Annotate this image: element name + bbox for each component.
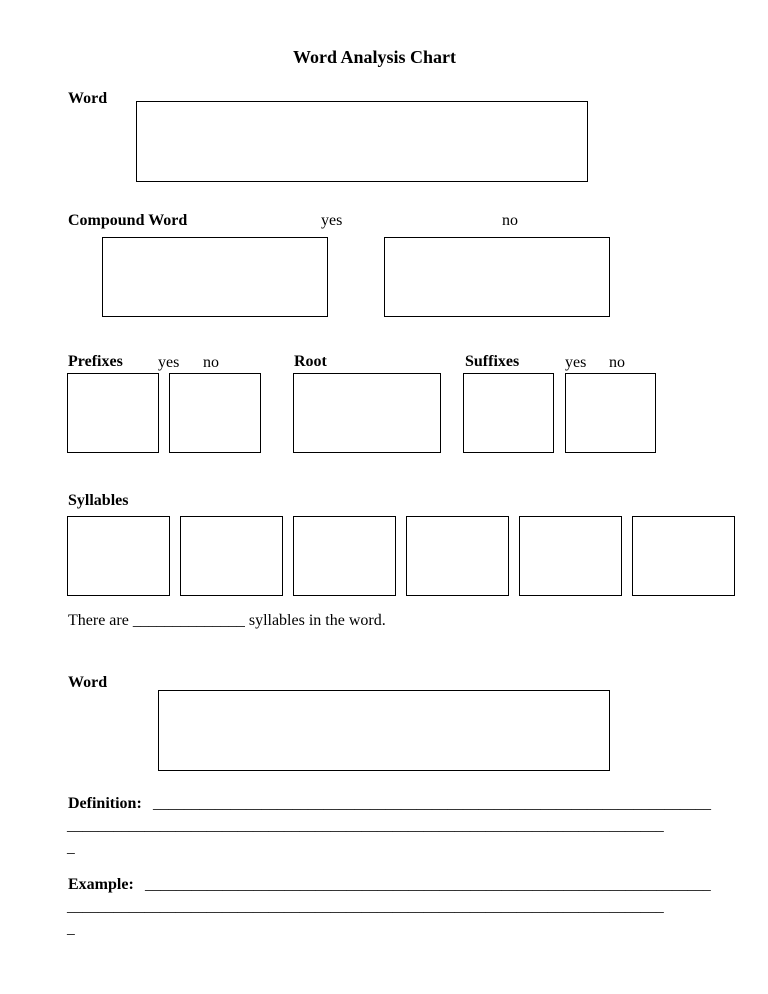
suffixes-label: Suffixes [465, 353, 520, 370]
syllable-count-sentence: There are ______________ syllables in the word. [68, 612, 386, 629]
compound-no-box[interactable] [384, 237, 610, 317]
compound-word-label: Compound Word [68, 212, 188, 229]
syllable-box-6[interactable] [632, 516, 735, 596]
syllables-label: Syllables [68, 492, 129, 509]
example-line-2[interactable]: _____________________________________________________________________________ [67, 898, 664, 915]
compound-no-label: no [502, 212, 518, 229]
example-line-3[interactable]: _ [67, 920, 75, 937]
suffixes-yes-box[interactable] [463, 373, 554, 453]
prefixes-label: Prefixes [68, 353, 123, 370]
word-box-2[interactable] [158, 690, 610, 771]
suffixes-yes-label: yes [565, 354, 587, 371]
definition-line-2[interactable]: _____________________________________________________________________________ [67, 817, 664, 834]
syllable-box-3[interactable] [293, 516, 396, 596]
word-label: Word [68, 90, 108, 107]
root-label: Root [294, 353, 327, 370]
suffixes-no-box[interactable] [565, 373, 656, 453]
suffixes-no-label: no [609, 354, 625, 371]
prefixes-yes-label: yes [158, 354, 180, 371]
syllable-box-4[interactable] [406, 516, 509, 596]
definition-label: Definition: [68, 795, 142, 812]
compound-yes-label: yes [321, 212, 343, 229]
word-label-2: Word [68, 674, 108, 691]
definition-line-1[interactable]: ________________________________________________________________________ [153, 795, 711, 812]
root-box[interactable] [293, 373, 441, 453]
definition-line-3[interactable]: _ [67, 839, 75, 856]
prefixes-yes-box[interactable] [67, 373, 159, 453]
syllable-box-5[interactable] [519, 516, 622, 596]
word-box[interactable] [136, 101, 588, 182]
syllable-box-1[interactable] [67, 516, 170, 596]
example-label: Example: [68, 876, 134, 893]
prefixes-no-box[interactable] [169, 373, 261, 453]
syllable-box-2[interactable] [180, 516, 283, 596]
compound-yes-box[interactable] [102, 237, 328, 317]
example-line-1[interactable]: _________________________________________________________________________ [145, 876, 711, 893]
prefixes-no-label: no [203, 354, 219, 371]
page-title: Word Analysis Chart [293, 47, 457, 67]
